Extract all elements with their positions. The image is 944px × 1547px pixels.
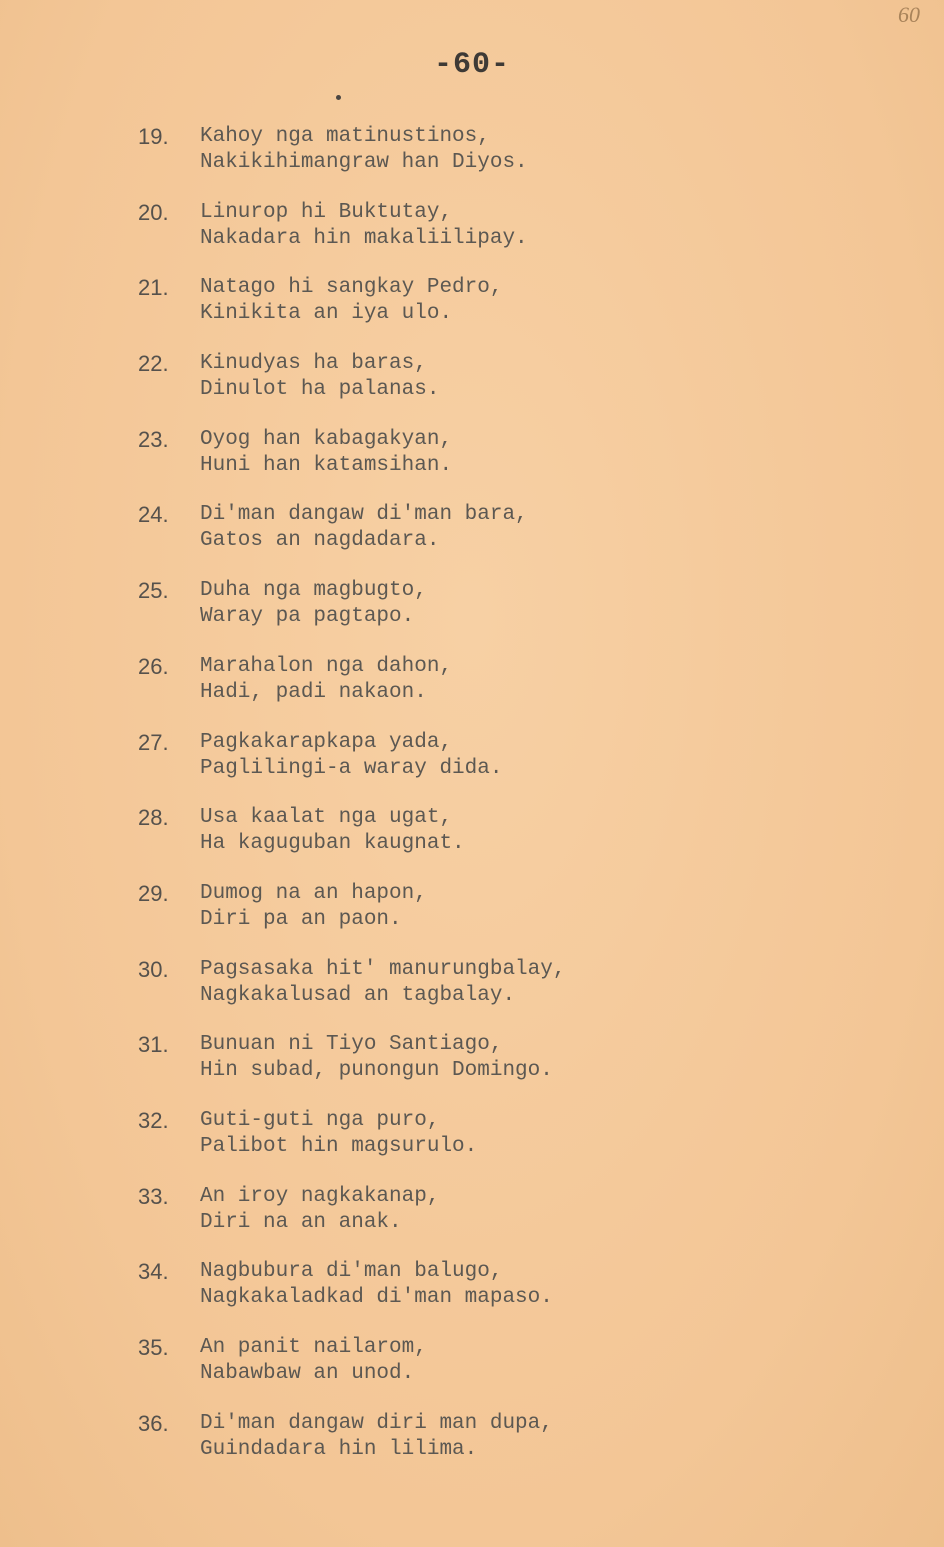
riddle-number: 30.: [138, 956, 169, 982]
riddle-line: Di'man dangaw diri man dupa,: [200, 1411, 553, 1435]
riddle-text: [200, 805, 465, 857]
riddle-number: 32.: [138, 1107, 169, 1133]
riddle-number: 21.: [138, 275, 169, 301]
riddle-line: An iroy nagkakanap,: [200, 1184, 440, 1208]
riddle-line: Waray pa pagtapo.: [200, 605, 415, 629]
riddle-line: Palibot hin magsurulo.: [200, 1134, 478, 1158]
riddle-number: 24.: [138, 502, 169, 528]
riddle-item: [138, 194, 928, 270]
riddle-line: Hin subad, punongun Domingo.: [200, 1059, 553, 1083]
riddle-line: Huni han katamsihan.: [200, 453, 453, 477]
riddle-line: Nakikihimangraw han Diyos.: [200, 151, 528, 174]
riddle-line: Ha kaguguban kaugnat.: [200, 832, 465, 856]
riddle-number: 19.: [138, 124, 169, 149]
riddle-text: [200, 1032, 553, 1084]
riddle-text: [200, 502, 528, 554]
riddle-text: [200, 1184, 439, 1236]
riddle-line: Guti-guti nga puro,: [200, 1108, 440, 1132]
riddle-number: 33.: [138, 1183, 169, 1209]
riddle-number: 35.: [138, 1335, 169, 1360]
riddle-item: [138, 875, 928, 951]
riddle-text: [200, 351, 439, 403]
riddle-line: Usa kaalat nga ugat,: [200, 806, 453, 830]
riddle-line: Dumog na an hapon,: [200, 881, 427, 905]
riddle-line: Kinikita an iya ulo.: [200, 302, 453, 326]
riddle-line: Nagkakalusad an tagbalay.: [200, 983, 516, 1007]
riddle-line: Dinulot ha palanas.: [200, 378, 440, 402]
riddle-number: 20.: [138, 199, 169, 225]
riddle-item: [138, 799, 928, 875]
riddle-line: Natago hi sangkay Pedro,: [200, 276, 503, 300]
riddle-item: [138, 1026, 928, 1102]
riddle-item: [138, 1253, 928, 1329]
riddle-number: 31.: [138, 1032, 169, 1058]
riddle-line: Linurop hi Buktutay,: [200, 200, 453, 224]
riddle-line: Diri pa an paon.: [200, 907, 402, 931]
riddle-text: [200, 881, 427, 933]
riddle-item: [138, 496, 928, 572]
riddle-line: Pagsasaka hit' manurungbalay,: [200, 957, 566, 981]
riddle-item: [138, 1102, 928, 1178]
riddle-item: [138, 648, 928, 724]
riddle-line: Guindadara hin lilima.: [200, 1437, 478, 1461]
riddle-number: 26.: [138, 653, 169, 679]
riddle-list: [138, 118, 928, 1480]
riddle-line: Gatos an nagdadara.: [200, 529, 440, 553]
riddle-item: [138, 724, 928, 800]
riddle-line: Oyog han kabagakyan,: [200, 427, 453, 451]
riddle-item: [138, 1329, 928, 1405]
riddle-item: [138, 269, 928, 345]
riddle-text: [200, 200, 528, 252]
riddle-line: Bunuan ni Tiyo Santiago,: [200, 1033, 503, 1057]
riddle-number: 34.: [138, 1259, 169, 1285]
riddle-text: [200, 578, 427, 630]
riddle-line: Hadi, padi nakaon.: [200, 680, 427, 704]
riddle-number: 36.: [138, 1410, 169, 1436]
riddle-line: Nagbubura di'man balugo,: [200, 1260, 503, 1284]
riddle-text: [200, 275, 502, 327]
riddle-line: Di'man dangaw di'man bara,: [200, 503, 528, 527]
riddle-line: Nabawbaw an unod.: [200, 1362, 415, 1385]
riddle-line: Nakadara hin makaliilipay.: [200, 226, 528, 250]
riddle-line: Kinudyas ha baras,: [200, 352, 427, 376]
riddle-text: [200, 1108, 477, 1160]
riddle-number: 29.: [138, 880, 169, 906]
riddle-item: [138, 1405, 928, 1481]
riddle-item: [138, 345, 928, 421]
riddle-line: Kahoy nga matinustinos,: [200, 125, 490, 148]
riddle-item: [138, 951, 928, 1027]
riddle-line: Diri na an anak.: [200, 1210, 402, 1234]
riddle-item: [138, 421, 928, 497]
riddle-number: 25.: [138, 578, 169, 604]
riddle-item: [138, 118, 928, 194]
riddle-line: Paglilingi-a waray dida.: [200, 756, 503, 780]
riddle-item: [138, 1178, 928, 1254]
riddle-number: 28.: [138, 805, 169, 831]
page-number: -60-: [433, 48, 510, 82]
riddle-item: [138, 572, 928, 648]
riddle-line: Marahalon nga dahon,: [200, 654, 453, 678]
riddle-text: [200, 654, 452, 706]
riddle-text: [200, 1259, 553, 1311]
riddle-text: [200, 730, 502, 782]
riddle-line: Pagkakarapkapa yada,: [200, 730, 453, 754]
riddle-text: [200, 1335, 427, 1387]
riddle-number: 22.: [138, 351, 169, 377]
riddle-line: Nagkakaladkad di'man mapaso.: [200, 1286, 553, 1310]
riddle-line: An panit nailarom,: [200, 1336, 427, 1359]
riddle-text: [200, 1411, 553, 1463]
riddle-line: Duha nga magbugto,: [200, 579, 427, 603]
stray-mark: [336, 95, 341, 100]
riddle-text: [200, 957, 565, 1009]
riddle-text: [200, 124, 528, 176]
riddle-number: 27.: [138, 729, 169, 755]
riddle-text: [200, 427, 452, 479]
handwritten-page-number: 60: [898, 2, 920, 27]
riddle-number: 23.: [138, 426, 169, 452]
